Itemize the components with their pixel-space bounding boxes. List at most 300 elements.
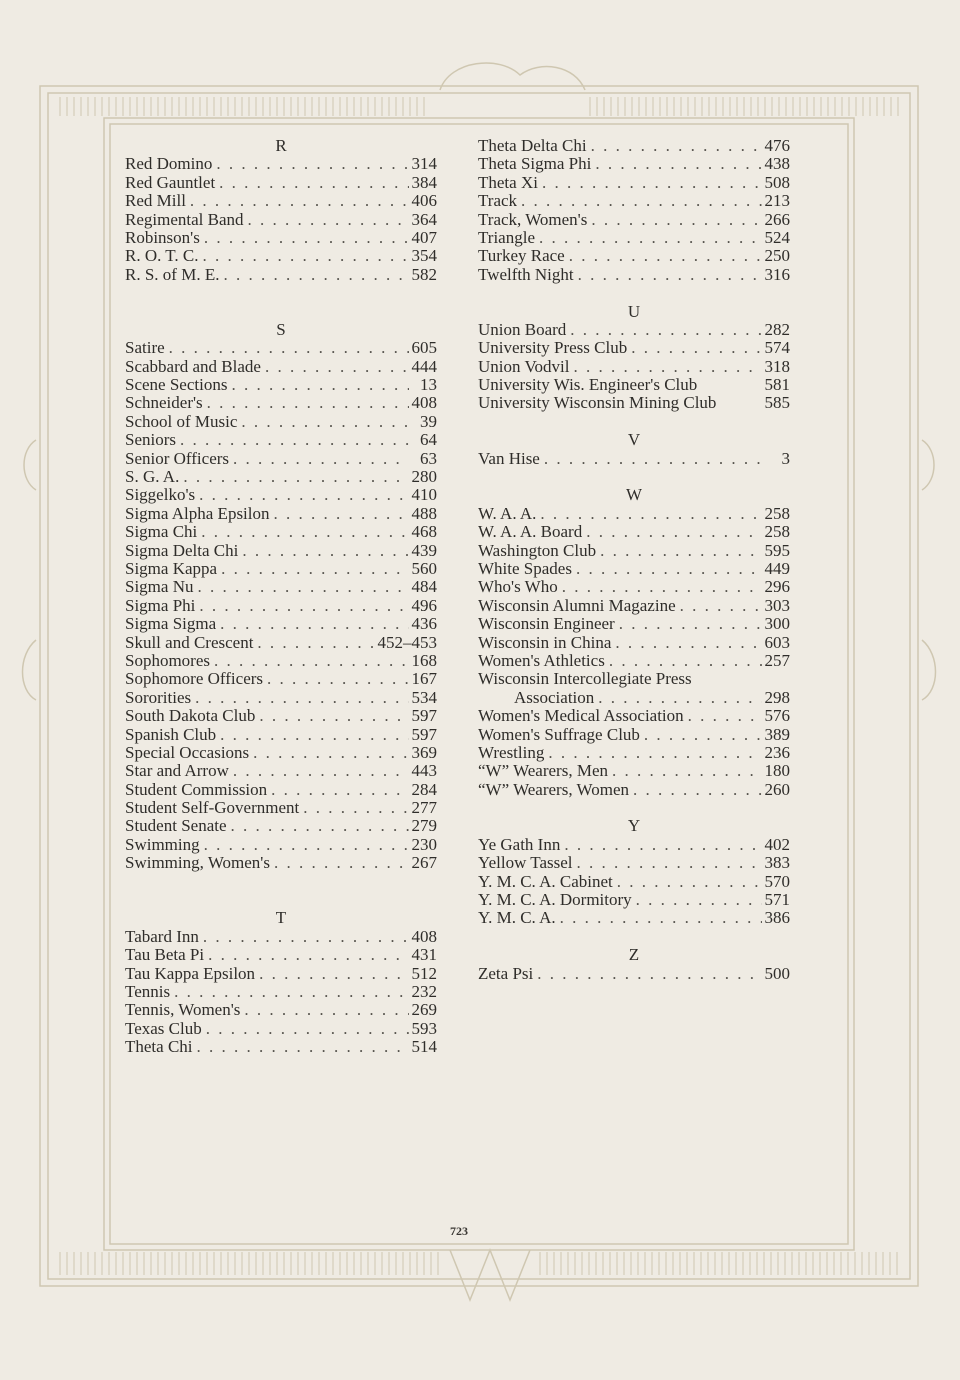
- entry-name: Wisconsin Alumni Magazine: [478, 595, 676, 615]
- entry-name: Association: [514, 687, 595, 707]
- entry-name: Tau Kappa Epsilon: [125, 963, 256, 983]
- entry-name: “W” Wearers, Women: [478, 779, 629, 799]
- entry-name: Union Board: [478, 319, 567, 339]
- entry-name: Star and Arrow: [125, 761, 229, 781]
- dot-leader: [565, 247, 762, 265]
- dot-leader: [517, 192, 762, 210]
- entry-name: Van Hise: [478, 448, 540, 468]
- entry-name: Special Occasions: [125, 742, 250, 762]
- entry-page: 284: [411, 779, 437, 799]
- dot-leader: [574, 266, 762, 284]
- index-entry: [478, 505, 790, 523]
- entry-page: 534: [411, 687, 437, 707]
- index-entry: [478, 155, 790, 173]
- entry-name: Yellow Tassel: [478, 853, 573, 873]
- entry-page: 230: [411, 834, 437, 854]
- entry-page: 300: [764, 614, 790, 634]
- entry-page: 3: [781, 448, 790, 468]
- index-entry: [125, 799, 437, 817]
- entry-page: 316: [764, 264, 790, 284]
- dot-leader: [204, 946, 409, 964]
- dot-leader: [212, 155, 409, 173]
- entry-name: University Press Club: [478, 338, 628, 358]
- index-entry: [478, 615, 790, 633]
- section-letter: U: [627, 301, 641, 321]
- dot-leader: [611, 634, 762, 652]
- entry-page: 63: [420, 448, 437, 468]
- index-entry: [478, 247, 790, 265]
- entry-page: 595: [764, 540, 790, 560]
- entry-page: 439: [411, 540, 437, 560]
- entry-name: Satire: [125, 338, 165, 358]
- entry-name: Tabard Inn: [125, 926, 199, 946]
- dot-leader: [193, 1038, 409, 1056]
- entry-name: Red Mill: [125, 191, 186, 211]
- entry-page: 258: [764, 503, 790, 523]
- index-entry: [478, 836, 790, 854]
- entry-name: Triangle: [478, 227, 535, 247]
- dot-leader: [267, 781, 409, 799]
- entry-page: 484: [411, 577, 437, 597]
- index-entry: [125, 266, 437, 284]
- dot-leader: [261, 358, 409, 376]
- entry-page: 512: [411, 963, 437, 983]
- entry-page: 408: [411, 926, 437, 946]
- dot-leader: [270, 505, 410, 523]
- entry-name: Women's Athletics: [478, 650, 605, 670]
- index-entry: [478, 211, 790, 229]
- dot-leader: [270, 854, 409, 872]
- entry-name: Zeta Psi: [478, 963, 534, 983]
- entry-page: 597: [411, 724, 437, 744]
- index-entry: [125, 450, 437, 468]
- entry-page: 383: [764, 853, 790, 873]
- entry-name: Theta Xi: [478, 172, 538, 192]
- entry-page: 452–453: [377, 632, 437, 652]
- entry-name: Robinson's: [125, 227, 200, 247]
- entry-name: School of Music: [125, 411, 238, 431]
- dot-leader: [216, 726, 409, 744]
- dot-leader: [629, 781, 762, 799]
- section-letter: S: [276, 319, 286, 339]
- index-entry: [125, 542, 437, 560]
- entry-page: 514: [411, 1037, 437, 1057]
- entry-page: 449: [764, 558, 790, 578]
- dot-leader: [632, 891, 762, 909]
- entry-page: 260: [764, 779, 790, 799]
- dot-leader: [200, 836, 409, 854]
- entry-name: Twelfth Night: [478, 264, 574, 284]
- entry-page: 508: [764, 172, 790, 192]
- dot-leader: [540, 450, 762, 468]
- entry-page: 443: [411, 761, 437, 781]
- entry-name: University Wis. Engineer's Club: [478, 375, 698, 395]
- entry-name: Union Vodvil: [478, 356, 570, 376]
- entry-name: Siggelko's: [125, 485, 196, 505]
- entry-page: 180: [764, 761, 790, 781]
- section-spacer: [478, 284, 790, 302]
- entry-page: 168: [411, 650, 437, 670]
- entry-name: Turkey Race: [478, 246, 565, 266]
- index-entry: [125, 670, 437, 688]
- entry-name: Wisconsin Engineer: [478, 614, 615, 634]
- dot-leader: [199, 247, 409, 265]
- dot-leader: [255, 965, 409, 983]
- index-entry: [125, 339, 437, 357]
- entry-page: 277: [411, 798, 437, 818]
- entry-page: 570: [764, 871, 790, 891]
- dot-leader: [219, 266, 409, 284]
- index-entry: [478, 726, 790, 744]
- dot-leader: [216, 615, 409, 633]
- entry-page: 13: [420, 375, 437, 395]
- entry-name: Y. M. C. A. Cabinet: [478, 871, 613, 891]
- entry-name: R. S. of M. E.: [125, 264, 220, 284]
- entry-page: 389: [764, 724, 790, 744]
- entry-name: Senior Officers: [125, 448, 230, 468]
- entry-page: 488: [411, 503, 437, 523]
- index-entry: [125, 615, 437, 633]
- entry-page: 444: [411, 356, 437, 376]
- dot-leader: [227, 376, 409, 394]
- entry-page: 581: [764, 375, 790, 395]
- dot-leader: [215, 174, 409, 192]
- index-entry: [125, 781, 437, 799]
- entry-page: 250: [764, 246, 790, 266]
- dot-leader: [240, 1001, 409, 1019]
- index-entry: [478, 909, 790, 927]
- dot-leader: [587, 211, 762, 229]
- entry-name: Sigma Sigma: [125, 614, 217, 634]
- dot-leader: [193, 578, 409, 596]
- entry-page: 314: [411, 154, 437, 174]
- entry-page: 298: [764, 687, 790, 707]
- dot-leader: [179, 468, 409, 486]
- entry-page: 39: [420, 411, 437, 431]
- dot-leader: [210, 652, 409, 670]
- index-entry: [478, 376, 790, 394]
- index-entry: [478, 358, 790, 376]
- dot-leader: [538, 174, 762, 192]
- dot-leader: [195, 597, 409, 615]
- index-entry: [125, 817, 437, 835]
- index-entry: [125, 689, 437, 707]
- dot-leader: [237, 413, 409, 431]
- entry-name: W. A. A. Board: [478, 522, 583, 542]
- dot-leader: [596, 542, 762, 560]
- entry-page: 476: [764, 136, 790, 155]
- entry-name: White Spades: [478, 558, 572, 578]
- entry-page: 571: [764, 890, 790, 910]
- index-column-right: [478, 137, 790, 983]
- entry-page: 431: [411, 945, 437, 965]
- index-entry: [478, 266, 790, 284]
- entry-name: Student Commission: [125, 779, 268, 799]
- entry-name: Women's Suffrage Club: [478, 724, 640, 744]
- section-spacer: [478, 799, 790, 817]
- entry-page: 282: [764, 319, 790, 339]
- entry-page: 236: [764, 742, 790, 762]
- entry-page: 597: [411, 706, 437, 726]
- entry-page: 64: [420, 430, 437, 450]
- entry-name: Women's Medical Association: [478, 706, 684, 726]
- index-entry: [125, 707, 437, 725]
- index-column-left: [125, 137, 437, 1057]
- index-entry: [478, 137, 790, 155]
- dot-leader: [253, 634, 377, 652]
- index-entry: [125, 597, 437, 615]
- index-entry: [478, 229, 790, 247]
- dot-leader: [176, 431, 409, 449]
- dot-leader: [238, 542, 409, 560]
- index-entry: [125, 229, 437, 247]
- entry-name: R. O. T. C.: [125, 246, 199, 266]
- entry-page: 258: [764, 522, 790, 542]
- index-entry: [478, 560, 790, 578]
- index-entry: [125, 468, 437, 486]
- index-entry: [125, 762, 437, 780]
- index-entry: [478, 174, 790, 192]
- dot-leader: [249, 744, 409, 762]
- entry-name: Wisconsin in China: [478, 632, 612, 652]
- page-number: 723: [450, 1224, 468, 1238]
- index-entry: [125, 431, 437, 449]
- index-entry: [125, 1038, 437, 1056]
- section-spacer: [125, 303, 437, 321]
- entry-page: 296: [764, 577, 790, 597]
- index-entry: [478, 394, 790, 412]
- index-entry: [478, 578, 790, 596]
- entry-name: Ye Gath Inn: [478, 834, 561, 854]
- entry-name: Sigma Delta Chi: [125, 540, 239, 560]
- entry-name: Tennis, Women's: [125, 1000, 241, 1020]
- dot-leader: [186, 192, 409, 210]
- entry-name: University Wisconsin Mining Club: [478, 393, 717, 413]
- index-entry: [478, 891, 790, 909]
- section-letter: Z: [628, 945, 640, 965]
- entry-name: Scene Sections: [125, 375, 228, 395]
- index-entry: [478, 339, 790, 357]
- index-entry: [478, 873, 790, 891]
- index-entry: [125, 726, 437, 744]
- entry-page: 408: [411, 393, 437, 413]
- entry-page: 384: [411, 172, 437, 192]
- entry-page: 266: [764, 209, 790, 229]
- index-entry: [478, 321, 790, 339]
- entry-name: Sigma Phi: [125, 595, 196, 615]
- section-letter: V: [627, 430, 641, 450]
- entry-page: 500: [764, 963, 790, 983]
- entry-name: Swimming: [125, 834, 200, 854]
- entry-page: 436: [411, 614, 437, 634]
- entry-name: Sigma Chi: [125, 522, 198, 542]
- dot-leader: [197, 523, 409, 541]
- entry-name: Track, Women's: [478, 209, 588, 229]
- index-entry: [125, 523, 437, 541]
- section-letter: Y: [627, 816, 641, 836]
- entry-name: Scabbard and Blade: [125, 356, 261, 376]
- index-entry: [125, 854, 437, 872]
- index-entry: [125, 634, 437, 652]
- dot-leader: [569, 358, 762, 376]
- entry-page: 364: [411, 209, 437, 229]
- section-spacer: [478, 928, 790, 946]
- dot-leader: [572, 560, 762, 578]
- entry-name: Red Domino: [125, 154, 213, 174]
- dot-leader: [191, 689, 409, 707]
- entry-name: Student Self-Government: [125, 798, 300, 818]
- entry-page: 167: [411, 669, 437, 689]
- dot-leader: [613, 873, 762, 891]
- index-entry: [478, 689, 790, 707]
- dot-leader: [217, 560, 409, 578]
- entry-name: Sigma Kappa: [125, 558, 218, 578]
- entry-name: Tau Beta Pi: [125, 945, 205, 965]
- index-entry: [478, 670, 790, 688]
- entry-page: 574: [764, 338, 790, 358]
- dot-leader: [640, 726, 762, 744]
- section-letter: R: [275, 136, 287, 155]
- entry-page: 280: [411, 467, 437, 487]
- index-entry: [125, 247, 437, 265]
- entry-page: 303: [764, 595, 790, 615]
- index-entry: [125, 192, 437, 210]
- entry-name: “W” Wearers, Men: [478, 761, 608, 781]
- dot-leader: [199, 928, 409, 946]
- entry-name: W. A. A.: [478, 503, 537, 523]
- index-entry: [125, 983, 437, 1001]
- dot-leader: [202, 1020, 409, 1038]
- entry-name: Theta Chi: [125, 1037, 193, 1057]
- dot-leader: [556, 909, 762, 927]
- section-spacer: [125, 284, 437, 302]
- entry-name: S. G. A.: [125, 467, 180, 487]
- index-entry: [478, 781, 790, 799]
- dot-leader: [170, 983, 409, 1001]
- index-entry: [125, 578, 437, 596]
- index-entry: [478, 965, 790, 983]
- section-spacer: [125, 891, 437, 909]
- section-spacer: [125, 873, 437, 891]
- entry-name: Washington Club: [478, 540, 597, 560]
- dot-leader: [684, 707, 762, 725]
- index-entry: [125, 1020, 437, 1038]
- entry-name: Spanish Club: [125, 724, 217, 744]
- dot-leader: [229, 450, 409, 468]
- dot-leader: [676, 597, 762, 615]
- entry-name: Theta Sigma Phi: [478, 154, 592, 174]
- entry-page: 593: [411, 1018, 437, 1038]
- index-entry: [125, 486, 437, 504]
- entry-page: 257: [764, 650, 790, 670]
- index-entry: [478, 192, 790, 210]
- entry-page: 279: [411, 816, 437, 836]
- entry-page: 213: [764, 191, 790, 211]
- entry-page: 402: [764, 834, 790, 854]
- dot-leader: [165, 339, 409, 357]
- entry-page: 438: [764, 154, 790, 174]
- entry-page: 407: [411, 227, 437, 247]
- entry-page: 354: [411, 246, 437, 266]
- dot-leader: [627, 339, 762, 357]
- index-entry: [478, 634, 790, 652]
- entry-page: 269: [411, 1000, 437, 1020]
- entry-page: 369: [411, 742, 437, 762]
- index-entry: [478, 450, 790, 468]
- dot-leader: [255, 707, 409, 725]
- section-letter: W: [625, 485, 643, 505]
- entry-name: Student Senate: [125, 816, 227, 836]
- index-entry: [125, 836, 437, 854]
- dot-leader: [608, 762, 762, 780]
- entry-page: 318: [764, 356, 790, 376]
- entry-page: 585: [764, 393, 790, 413]
- index-entry: [478, 854, 790, 872]
- entry-page: 386: [764, 908, 790, 928]
- index-entry: [125, 946, 437, 964]
- index-entry: [125, 652, 437, 670]
- entry-name: Sophomore Officers: [125, 669, 264, 689]
- entry-name: Sigma Alpha Epsilon: [125, 503, 270, 523]
- entry-name: Skull and Crescent: [125, 632, 254, 652]
- dot-leader: [560, 836, 762, 854]
- index-entry: [125, 155, 437, 173]
- dot-leader: [587, 137, 762, 155]
- entry-name: Theta Delta Chi: [478, 136, 587, 155]
- dot-leader: [615, 615, 762, 633]
- dot-leader: [263, 670, 409, 688]
- entry-page: 576: [764, 706, 790, 726]
- entry-name: Tennis: [125, 981, 171, 1001]
- entry-page: 267: [411, 853, 437, 873]
- section-spacer: [478, 468, 790, 486]
- index-entry: [125, 174, 437, 192]
- index-entry: [478, 542, 790, 560]
- index-entry: [125, 560, 437, 578]
- dot-leader: [544, 744, 762, 762]
- entry-name: Red Gauntlet: [125, 172, 216, 192]
- section-letter: T: [275, 908, 287, 928]
- entry-page: 468: [411, 522, 437, 542]
- dot-leader: [195, 486, 409, 504]
- index-entry: [125, 928, 437, 946]
- dot-leader: [203, 394, 409, 412]
- index-entry: [125, 394, 437, 412]
- index-entry: [125, 358, 437, 376]
- dot-leader: [558, 578, 762, 596]
- entry-name: Sophomores: [125, 650, 210, 670]
- entry-name: Sororities: [125, 687, 192, 707]
- index-entry: [125, 505, 437, 523]
- entry-name: Y. M. C. A. Dormitory: [478, 890, 632, 910]
- entry-name: Who's Who: [478, 577, 558, 597]
- index-entry: [478, 597, 790, 615]
- entry-name: Sigma Nu: [125, 577, 194, 597]
- entry-name: Track: [478, 191, 518, 211]
- dot-leader: [605, 652, 762, 670]
- dot-leader: [229, 762, 409, 780]
- index-entry: [478, 762, 790, 780]
- dot-leader: [566, 321, 762, 339]
- entry-page: 560: [411, 558, 437, 578]
- dot-leader: [227, 817, 409, 835]
- index-entry: [478, 523, 790, 541]
- index-entry: [125, 376, 437, 394]
- entry-page: 603: [764, 632, 790, 652]
- index-entry: [478, 707, 790, 725]
- entry-page: 232: [411, 981, 437, 1001]
- dot-leader: [591, 155, 762, 173]
